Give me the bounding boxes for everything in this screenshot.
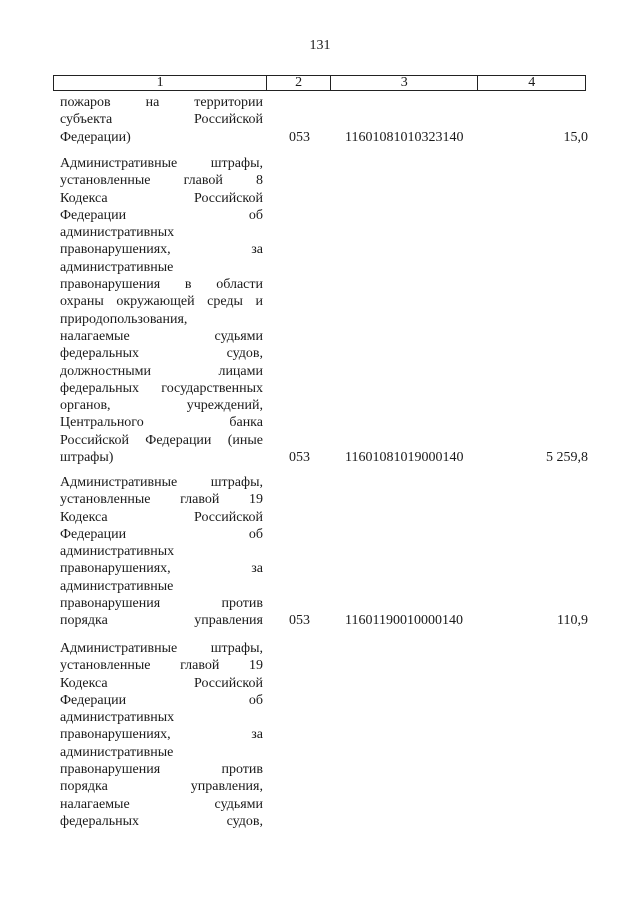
- description-line: органов, учреждений,: [60, 398, 263, 414]
- header-col-3: 3: [331, 76, 478, 90]
- table-row: [60, 155, 590, 466]
- description-line: правонарушения против: [60, 762, 263, 778]
- description-line: административных: [60, 225, 175, 241]
- admin-code: 053: [289, 129, 310, 145]
- description-line: Российской Федерации (иные: [60, 432, 263, 448]
- description-line: Кодекса Российской: [60, 190, 263, 206]
- description-line: правонарушениях, за: [60, 727, 263, 743]
- row-values: [60, 612, 590, 629]
- header-col-2: 2: [267, 76, 331, 90]
- description-line: правонарушения в области: [60, 277, 263, 293]
- description-line: установленные главой 19: [60, 492, 263, 508]
- description-line: Кодекса Российской: [60, 509, 263, 525]
- description-line: установленные главой 8: [60, 173, 263, 189]
- description-line: правонарушениях, за: [60, 561, 263, 577]
- admin-code: 053: [289, 613, 310, 629]
- row-description: [60, 474, 263, 630]
- row-description: [60, 640, 263, 830]
- description-line: федеральных государственных: [60, 380, 263, 396]
- description-line: природопользования,: [60, 311, 188, 327]
- row-values: [60, 129, 590, 146]
- description-line: Административные штрафы,: [60, 641, 263, 656]
- table-header-row: [53, 75, 586, 91]
- description-line: должностными лицами: [60, 363, 263, 379]
- description-line: Федерации об: [60, 692, 263, 708]
- description-line: Федерации об: [60, 526, 263, 542]
- row-values: [60, 449, 590, 466]
- amount: 110,9: [557, 613, 588, 629]
- description-line: административных: [60, 544, 175, 560]
- table-row: [60, 94, 590, 146]
- description-line: налагаемые судьями: [60, 328, 263, 344]
- description-line: Кодекса Российской: [60, 675, 263, 691]
- amount: 15,0: [563, 129, 588, 145]
- row-description: [60, 155, 263, 466]
- amount: 5 259,8: [546, 450, 588, 466]
- budget-classification-code: 11601081019000140: [345, 450, 464, 466]
- budget-classification-code: 11601081010323140: [345, 129, 464, 145]
- description-line: субъекта Российской: [60, 112, 263, 128]
- page-number: 131: [309, 38, 331, 53]
- description-line: порядка управления: [60, 613, 263, 629]
- description-line: административные: [60, 259, 174, 275]
- table-row: [60, 640, 590, 830]
- description-line: пожаров на территории: [60, 95, 263, 110]
- budget-classification-code: 11601190010000140: [345, 613, 463, 629]
- description-line: Центрального банка: [60, 415, 263, 431]
- description-line: административные: [60, 744, 174, 760]
- description-line: порядка управления,: [60, 779, 263, 795]
- description-line: Федерации): [60, 129, 131, 145]
- description-line: штрафы): [60, 450, 114, 466]
- description-line: правонарушения против: [60, 596, 263, 612]
- description-line: административных: [60, 710, 175, 726]
- description-line: федеральных судов,: [60, 813, 263, 829]
- admin-code: 053: [289, 450, 310, 466]
- description-line: охраны окружающей среды и: [60, 294, 263, 310]
- description-line: налагаемые судьями: [60, 796, 263, 812]
- header-col-4: 4: [528, 75, 536, 90]
- description-line: правонарушениях, за: [60, 242, 263, 258]
- row-values: [60, 813, 590, 830]
- table-row: [60, 474, 590, 630]
- description-line: федеральных судов,: [60, 346, 263, 362]
- description-line: административные: [60, 578, 174, 594]
- description-line: Административные штрафы,: [60, 156, 263, 171]
- description-line: Административные штрафы,: [60, 475, 263, 490]
- description-line: Федерации об: [60, 207, 263, 223]
- description-line: установленные главой 19: [60, 658, 263, 674]
- header-col-1: 1: [54, 76, 267, 90]
